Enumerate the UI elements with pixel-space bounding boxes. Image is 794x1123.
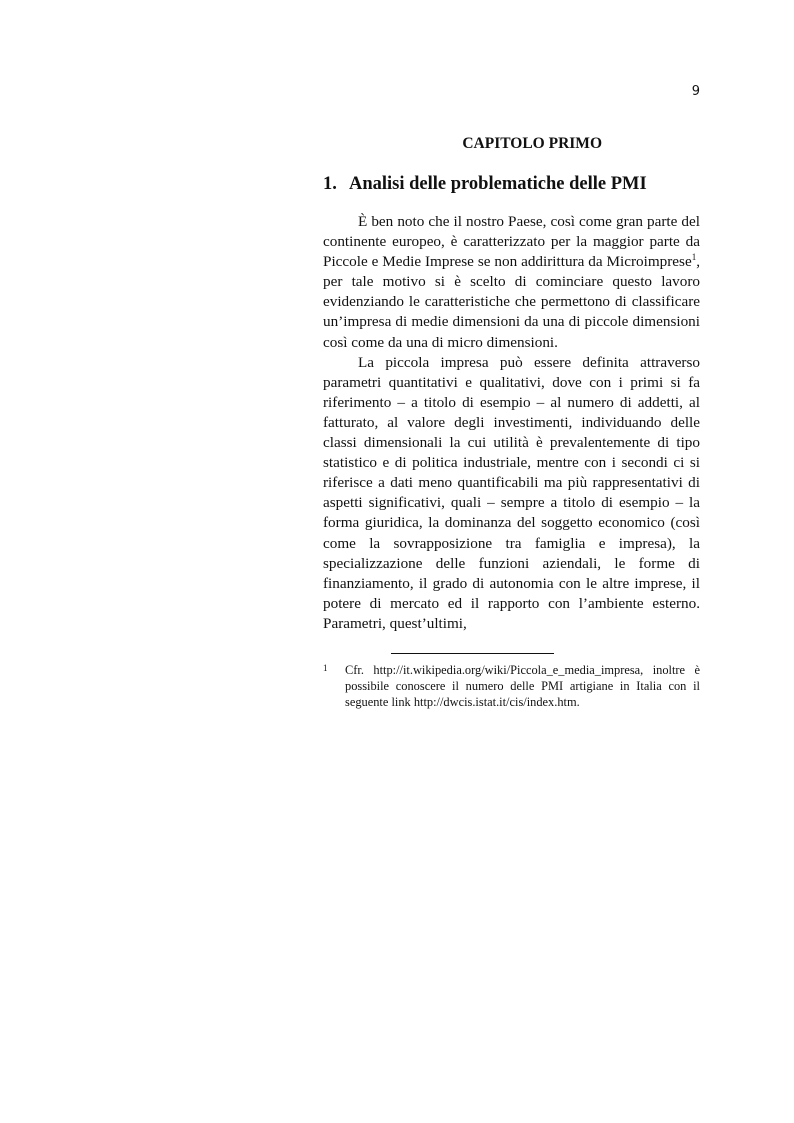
section-title: Analisi delle problematiche delle PMI <box>349 174 647 194</box>
paragraph-1-part-1: È ben noto che il nostro Paese, così come gran parte del continente europeo, è caratterizzato per la maggior parte da Piccole e Medie Imprese se non addirittura da Microimprese <box>323 213 700 271</box>
footnote-reference: 1 <box>691 252 697 263</box>
body-text <box>323 212 700 634</box>
footnote-text: Cfr. http://it.wikipedia.org/wiki/Piccola_e_media_impresa, inoltre è possibile conoscere il numero delle PMI artigiane in Italia con il seguente link http://dwcis.istat.it/cis/index.htm. <box>345 662 700 709</box>
page-number: 9 <box>691 84 700 99</box>
paragraph-1-part-2: , per tale motivo si è scelto di cominciare questo lavoro evidenziando le caratteristiche che permettono di classificare un’impresa di medie dimensioni da una di piccole dimensioni così come da una di micro dimensioni. <box>323 253 700 351</box>
section-number: 1. <box>323 174 337 194</box>
footnote-separator <box>391 653 554 654</box>
section-heading <box>323 172 700 196</box>
page-content <box>323 135 700 710</box>
chapter-label: CAPITOLO PRIMO <box>462 135 602 152</box>
footnote <box>323 662 700 710</box>
paragraph-2: La piccola impresa può essere definita attraverso parametri quantitativi e qualitativi, dove con i primi si fa riferimento – a titolo di esempio – al numero di addetti, al fatturato, al valore degli investimenti, individuando delle classi dimensionali la cui utilità è prevalentemente di tipo statistico e di politica industriale, mentre con i secondi ci si riferisce a dati meno quantificabili ma più rappresentativi di aspetti significativi, quali – sempre a titolo di esempio – la forma giuridica, la dominanza del soggetto economico (così come la sovrapposizione tra famiglia e impresa), la specializzazione delle funzioni aziendali, le forme di finanziamento, il grado di autonomia con le altre imprese, il potere di mercato ed il rapporto con l’ambiente esterno. Parametri, quest’ultimi, <box>323 353 700 632</box>
paragraph-1 <box>323 212 700 353</box>
footnote-mark: 1 <box>323 662 328 673</box>
